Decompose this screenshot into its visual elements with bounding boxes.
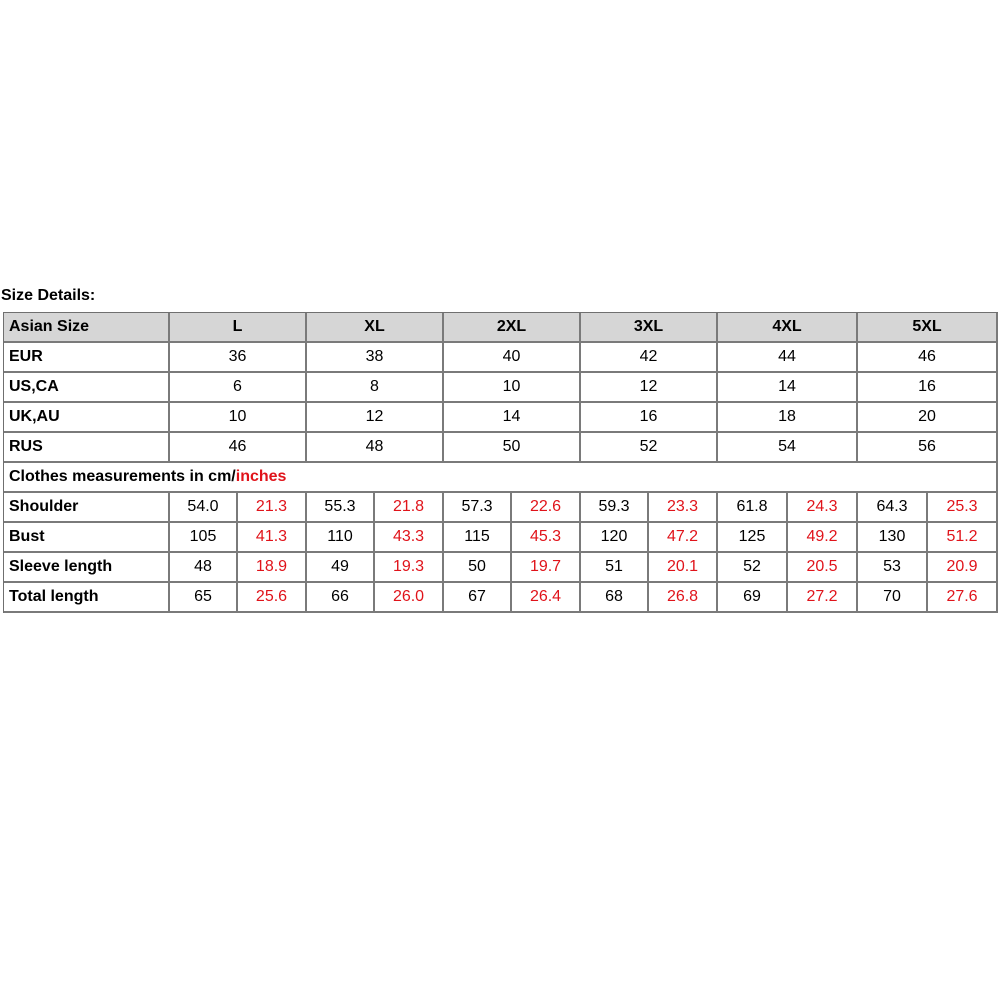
table-cell: 40 (444, 343, 581, 373)
inch-cell: 22.6 (512, 493, 581, 523)
measurement-row-sleeve-length (4, 553, 998, 583)
cm-cell: 67 (444, 583, 512, 613)
cm-cell: 55.3 (307, 493, 375, 523)
row-label: Shoulder (4, 493, 170, 523)
cm-cell: 110 (307, 523, 375, 553)
inch-cell: 49.2 (788, 523, 858, 553)
cm-cell: 59.3 (581, 493, 649, 523)
inch-cell: 20.1 (649, 553, 718, 583)
inch-cell: 20.5 (788, 553, 858, 583)
inch-cell: 26.4 (512, 583, 581, 613)
table-cell: 36 (170, 343, 307, 373)
cm-cell: 52 (718, 553, 788, 583)
table-cell: 18 (718, 403, 858, 433)
table-cell: 16 (858, 373, 998, 403)
row-label: Sleeve length (4, 553, 170, 583)
inch-cell: 20.9 (928, 553, 998, 583)
row-label: US,CA (4, 373, 170, 403)
cm-cell: 66 (307, 583, 375, 613)
cm-cell: 49 (307, 553, 375, 583)
table-cell: 38 (307, 343, 444, 373)
inch-cell: 41.3 (238, 523, 307, 553)
table-cell: 52 (581, 433, 718, 463)
inch-cell: 25.3 (928, 493, 998, 523)
measurements-heading (4, 463, 998, 493)
inch-cell: 25.6 (238, 583, 307, 613)
size-header-cell: 3XL (581, 313, 718, 343)
inch-cell: 19.7 (512, 553, 581, 583)
cm-cell: 120 (581, 523, 649, 553)
cm-cell: 53 (858, 553, 928, 583)
inch-cell: 51.2 (928, 523, 998, 553)
table-cell: 56 (858, 433, 998, 463)
cm-cell: 70 (858, 583, 928, 613)
cm-cell: 54.0 (170, 493, 238, 523)
cm-cell: 69 (718, 583, 788, 613)
table-cell: 44 (718, 343, 858, 373)
cm-cell: 57.3 (444, 493, 512, 523)
inch-cell: 27.6 (928, 583, 998, 613)
conversion-row-rus (4, 433, 998, 463)
size-header-cell: L (170, 313, 307, 343)
measurements-heading-inches: inches (235, 468, 287, 485)
table-cell: 12 (307, 403, 444, 433)
inch-cell: 21.3 (238, 493, 307, 523)
cm-cell: 105 (170, 523, 238, 553)
table-cell: 14 (718, 373, 858, 403)
size-chart-table (3, 312, 998, 613)
cm-cell: 115 (444, 523, 512, 553)
table-cell: 14 (444, 403, 581, 433)
inch-cell: 47.2 (649, 523, 718, 553)
cm-cell: 130 (858, 523, 928, 553)
table-cell: 6 (170, 373, 307, 403)
table-cell: 20 (858, 403, 998, 433)
inch-cell: 43.3 (375, 523, 444, 553)
size-header-cell: XL (307, 313, 444, 343)
inch-cell: 24.3 (788, 493, 858, 523)
conversion-row-us-ca (4, 373, 998, 403)
asian-size-label: Asian Size (4, 313, 170, 343)
inch-cell: 23.3 (649, 493, 718, 523)
size-header-row (4, 313, 998, 343)
table-cell: 10 (170, 403, 307, 433)
table-cell: 54 (718, 433, 858, 463)
cm-cell: 51 (581, 553, 649, 583)
size-details-title: Size Details: (1, 287, 96, 304)
size-header-cell: 4XL (718, 313, 858, 343)
size-header-cell: 2XL (444, 313, 581, 343)
cm-cell: 68 (581, 583, 649, 613)
table-cell: 12 (581, 373, 718, 403)
table-cell: 46 (858, 343, 998, 373)
measurements-heading-row (4, 463, 998, 493)
measurements-heading-text: Clothes measurements in cm/ (9, 468, 236, 485)
row-label: Bust (4, 523, 170, 553)
measurement-row-shoulder (4, 493, 998, 523)
cm-cell: 65 (170, 583, 238, 613)
inch-cell: 27.2 (788, 583, 858, 613)
table-cell: 8 (307, 373, 444, 403)
size-header-cell: 5XL (858, 313, 998, 343)
cm-cell: 50 (444, 553, 512, 583)
table-cell: 42 (581, 343, 718, 373)
inch-cell: 21.8 (375, 493, 444, 523)
table-cell: 16 (581, 403, 718, 433)
row-label: Total length (4, 583, 170, 613)
row-label: RUS (4, 433, 170, 463)
inch-cell: 18.9 (238, 553, 307, 583)
cm-cell: 61.8 (718, 493, 788, 523)
table-cell: 46 (170, 433, 307, 463)
measurement-row-bust (4, 523, 998, 553)
cm-cell: 64.3 (858, 493, 928, 523)
inch-cell: 19.3 (375, 553, 444, 583)
conversion-row-eur (4, 343, 998, 373)
table-cell: 48 (307, 433, 444, 463)
measurement-row-total-length (4, 583, 998, 613)
cm-cell: 125 (718, 523, 788, 553)
table-cell: 50 (444, 433, 581, 463)
inch-cell: 45.3 (512, 523, 581, 553)
inch-cell: 26.8 (649, 583, 718, 613)
table-cell: 10 (444, 373, 581, 403)
row-label: UK,AU (4, 403, 170, 433)
row-label: EUR (4, 343, 170, 373)
conversion-row-uk-au (4, 403, 998, 433)
inch-cell: 26.0 (375, 583, 444, 613)
cm-cell: 48 (170, 553, 238, 583)
